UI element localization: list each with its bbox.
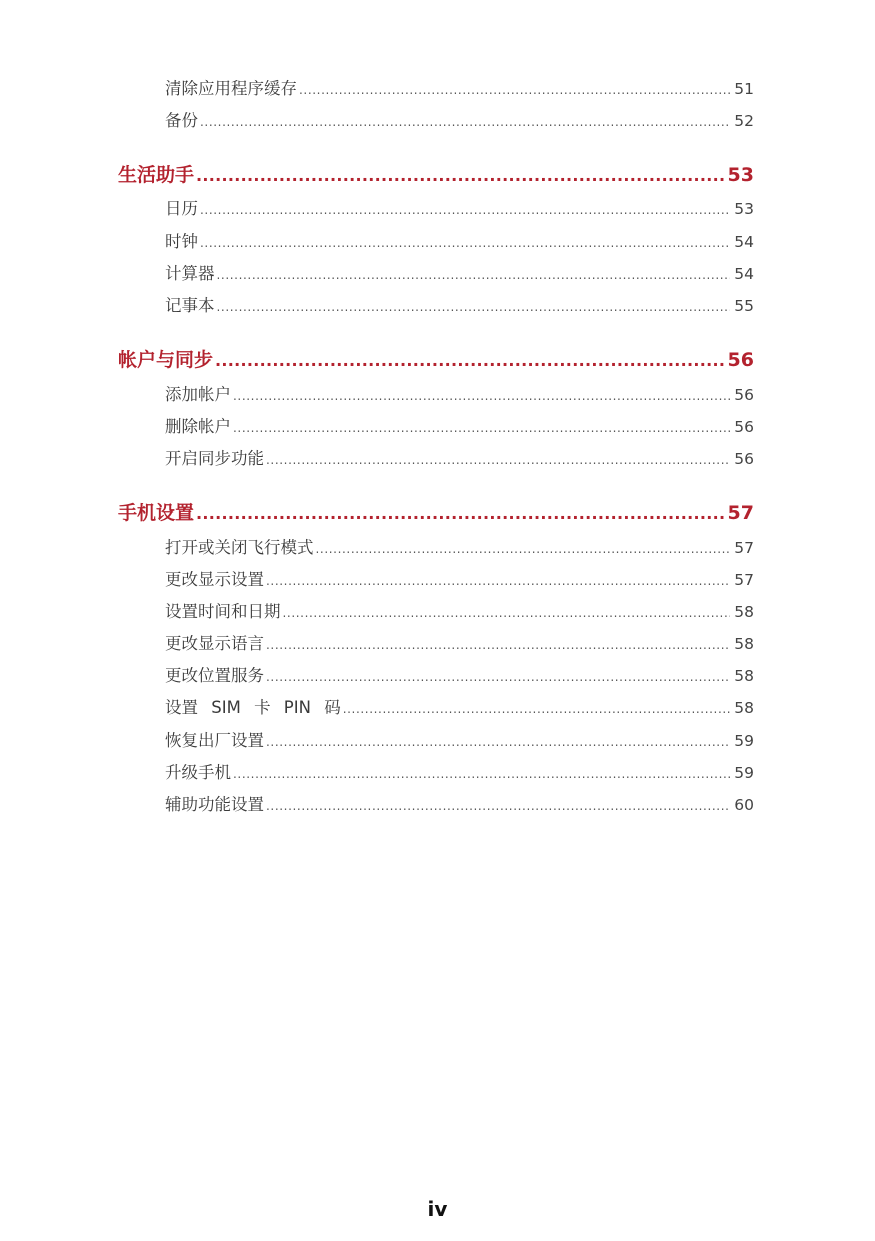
toc-entry[interactable] xyxy=(165,260,754,284)
toc-entry[interactable] xyxy=(165,195,754,219)
toc-chapter-title: 帐户与同步 xyxy=(118,349,214,371)
dot-leader xyxy=(200,232,730,251)
toc-entry-title: 升级手机 xyxy=(165,763,231,782)
toc-entry-page: 58 xyxy=(734,635,754,653)
toc-entry-page: 56 xyxy=(734,418,754,436)
toc-entry[interactable] xyxy=(165,694,754,718)
dot-leader xyxy=(233,385,730,404)
toc-chapter-page: 57 xyxy=(727,502,754,524)
page-number: iv xyxy=(427,1197,448,1221)
toc-entry[interactable] xyxy=(165,727,754,751)
toc-entry-title: 更改显示语言 xyxy=(165,634,264,653)
toc-entry[interactable] xyxy=(165,598,754,622)
dot-leader xyxy=(266,731,730,750)
toc-entry-title: 删除帐户 xyxy=(165,417,231,436)
dot-leader xyxy=(299,79,730,98)
toc-entry-page: 56 xyxy=(734,386,754,404)
toc-entry-title: 时钟 xyxy=(165,232,198,251)
toc-entry[interactable] xyxy=(165,228,754,252)
toc-entry-page: 58 xyxy=(734,667,754,685)
toc-entry-page: 51 xyxy=(734,80,754,98)
toc-entry-title: 清除应用程序缓存 xyxy=(165,79,297,98)
toc-entry[interactable] xyxy=(165,791,754,815)
toc-entry-page: 58 xyxy=(734,603,754,621)
toc-entry[interactable] xyxy=(165,292,754,316)
dot-leader xyxy=(266,634,730,653)
toc-entry-title: 更改显示设置 xyxy=(165,570,264,589)
dot-leader xyxy=(233,763,730,782)
toc-entry-title: 记事本 xyxy=(165,296,215,315)
dot-leader xyxy=(217,296,731,315)
toc-entry-title: 添加帐户 xyxy=(165,385,231,404)
toc-entry-page: 54 xyxy=(734,265,754,283)
toc-entry[interactable] xyxy=(165,445,754,469)
toc-entry[interactable] xyxy=(165,534,754,558)
toc-entry-title: 设置 SIM 卡 PIN 码 xyxy=(165,698,341,717)
dot-leader xyxy=(266,795,730,814)
toc-entry-page: 60 xyxy=(734,796,754,814)
dot-leader xyxy=(266,570,730,589)
dot-leader xyxy=(217,264,731,283)
toc-entry-title: 恢复出厂设置 xyxy=(165,731,264,750)
toc-chapter-title: 生活助手 xyxy=(118,164,195,186)
toc-entry-page: 59 xyxy=(734,764,754,782)
toc-entry-title: 打开或关闭飞行模式 xyxy=(165,538,314,557)
dot-leader xyxy=(233,417,730,436)
toc-entry[interactable] xyxy=(165,630,754,654)
toc-entry-title: 设置时间和日期 xyxy=(165,602,281,621)
toc-entry-page: 55 xyxy=(734,297,754,315)
toc-entry-page: 57 xyxy=(734,571,754,589)
toc-entry-page: 57 xyxy=(734,539,754,557)
dot-leader xyxy=(266,666,730,685)
toc-entry-title: 计算器 xyxy=(165,264,215,283)
dot-leader xyxy=(196,502,724,524)
toc-entry[interactable] xyxy=(165,662,754,686)
toc-entry[interactable] xyxy=(165,75,754,99)
toc-entry[interactable] xyxy=(165,566,754,590)
toc-entry-page: 54 xyxy=(734,233,754,251)
toc-entry-title: 更改位置服务 xyxy=(165,666,264,685)
toc-entry-title: 辅助功能设置 xyxy=(165,795,264,814)
toc-entry-page: 59 xyxy=(734,732,754,750)
toc-chapter-title: 手机设置 xyxy=(118,502,195,524)
dot-leader xyxy=(215,349,724,371)
toc-entry-title: 日历 xyxy=(165,199,198,218)
dot-leader xyxy=(283,602,731,621)
toc-entry[interactable] xyxy=(165,381,754,405)
dot-leader xyxy=(266,449,730,468)
toc-entry-page: 52 xyxy=(734,112,754,130)
toc-entry-title: 开启同步功能 xyxy=(165,449,264,468)
toc-entry[interactable] xyxy=(165,107,754,131)
dot-leader xyxy=(196,164,724,186)
toc-chapter[interactable] xyxy=(118,345,754,373)
dot-leader xyxy=(316,538,731,557)
toc-entry-page: 53 xyxy=(734,200,754,218)
toc-entry-title: 备份 xyxy=(165,111,198,130)
dot-leader xyxy=(200,111,730,130)
toc-chapter-page: 56 xyxy=(727,349,754,371)
toc-entry-page: 56 xyxy=(734,450,754,468)
toc-chapter[interactable] xyxy=(118,498,754,526)
toc-entry-page: 58 xyxy=(734,699,754,717)
toc-chapter[interactable] xyxy=(118,160,754,188)
dot-leader xyxy=(200,199,730,218)
toc-entry[interactable] xyxy=(165,759,754,783)
toc-chapter-page: 53 xyxy=(727,164,754,186)
toc-entry[interactable] xyxy=(165,413,754,437)
dot-leader xyxy=(343,698,731,717)
